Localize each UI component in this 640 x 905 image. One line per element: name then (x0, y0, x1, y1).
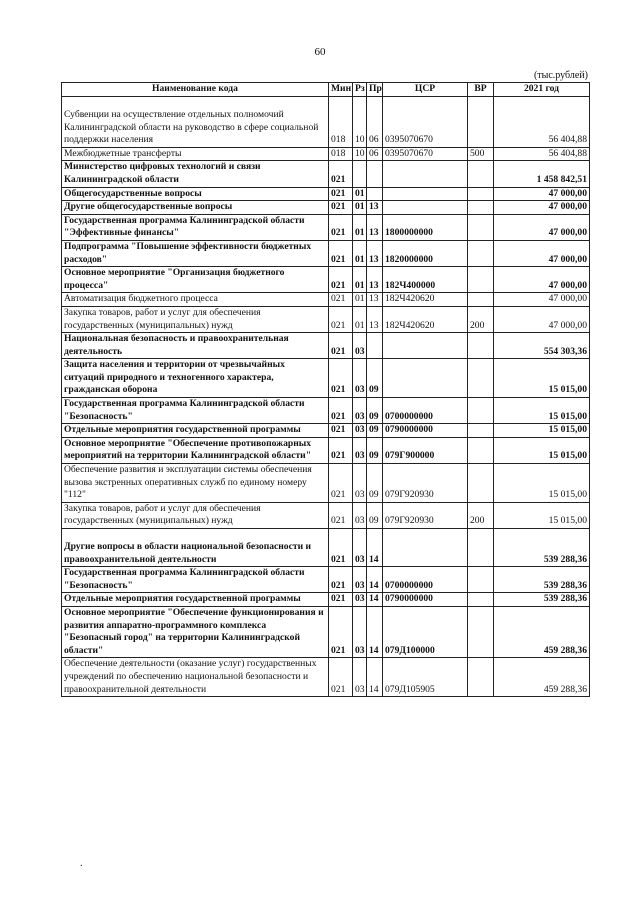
row-rz: 01 (353, 214, 367, 240)
row-pr: 14 (367, 529, 383, 567)
row-value: 15 015,00 (494, 464, 590, 503)
row-min: 021 (329, 464, 353, 503)
row-vr (468, 424, 494, 438)
row-pr: 14 (367, 606, 383, 657)
row-csr: 079Д105905 (383, 658, 468, 697)
row-pr: 13 (367, 306, 383, 332)
row-min: 018 (329, 97, 353, 148)
row-rz: 03 (353, 593, 367, 607)
row-name: Отдельные мероприятия государственной программы (62, 593, 329, 607)
row-csr (383, 333, 468, 359)
row-name: Национальная безопасность и правоохранительная деятельность (62, 333, 329, 359)
table-row (62, 267, 590, 293)
row-value: 56 404,88 (494, 97, 590, 148)
row-name: Государственная программа Калининградской области "Безопасность" (62, 398, 329, 424)
row-rz: 03 (353, 567, 367, 593)
table-row (62, 333, 590, 359)
table-row (62, 214, 590, 240)
row-csr (383, 359, 468, 398)
table-row (62, 187, 590, 201)
row-min: 021 (329, 359, 353, 398)
row-name: Основное мероприятие "Обеспечение противопожарных мероприятий на территории Калининградской области" (62, 437, 329, 463)
table-row (62, 424, 590, 438)
row-vr (468, 267, 494, 293)
row-name: Закупка товаров, работ и услуг для обеспечения государственных (муниципальных) нужд (62, 306, 329, 332)
row-csr: 079Г920930 (383, 502, 468, 528)
row-value: 15 015,00 (494, 502, 590, 528)
row-csr: 182Ч420620 (383, 293, 468, 307)
row-rz: 03 (353, 359, 367, 398)
row-name: Основное мероприятие "Организация бюджетного процесса" (62, 267, 329, 293)
table-row (62, 593, 590, 607)
row-name: Другие общегосударственные вопросы (62, 201, 329, 215)
row-csr (383, 529, 468, 567)
row-vr (468, 567, 494, 593)
row-vr: 500 (468, 147, 494, 161)
row-vr (468, 201, 494, 215)
row-vr: 200 (468, 306, 494, 332)
row-rz: 01 (353, 293, 367, 307)
row-value: 1 458 842,51 (494, 161, 590, 187)
row-value: 47 000,00 (494, 214, 590, 240)
row-name: Другие вопросы в области национальной безопасности и правоохранительной деятельности (62, 529, 329, 567)
header-vr: ВР (468, 83, 494, 97)
row-rz: 03 (353, 333, 367, 359)
row-rz: 03 (353, 658, 367, 697)
row-name: Автоматизация бюджетного процесса (62, 293, 329, 307)
row-vr (468, 437, 494, 463)
table-row (62, 161, 590, 187)
row-pr (367, 333, 383, 359)
row-value: 47 000,00 (494, 240, 590, 266)
row-pr: 14 (367, 567, 383, 593)
row-rz: 01 (353, 240, 367, 266)
table-row (62, 306, 590, 332)
row-vr (468, 240, 494, 266)
row-vr (468, 293, 494, 307)
budget-table (61, 82, 590, 697)
row-vr (468, 214, 494, 240)
row-csr (383, 201, 468, 215)
row-vr (468, 359, 494, 398)
row-csr: 0700000000 (383, 567, 468, 593)
row-min: 021 (329, 398, 353, 424)
row-rz: 03 (353, 464, 367, 503)
row-rz: 03 (353, 502, 367, 528)
row-csr: 079Д100000 (383, 606, 468, 657)
row-csr: 182Ч420620 (383, 306, 468, 332)
header-rz: Рз (353, 83, 367, 97)
row-name: Обеспечение развития и эксплуатации системы обеспечения вызова экстренных оперативных служб по единому номеру "112" (62, 464, 329, 503)
row-rz: 01 (353, 201, 367, 215)
row-pr: 09 (367, 502, 383, 528)
row-rz: 03 (353, 606, 367, 657)
row-csr: 0790000000 (383, 424, 468, 438)
row-min: 021 (329, 424, 353, 438)
row-name: Закупка товаров, работ и услуг для обеспечения государственных (муниципальных) нужд (62, 502, 329, 528)
row-min: 021 (329, 658, 353, 697)
row-vr (468, 97, 494, 148)
row-name: Основное мероприятие "Обеспечение функционирования и развития аппаратно-программного комплекса "Безопасный город" на территории Калининградской области" (62, 606, 329, 657)
row-min: 021 (329, 267, 353, 293)
row-vr (468, 464, 494, 503)
row-csr (383, 161, 468, 187)
header-pr: Пр (367, 83, 383, 97)
table-row (62, 97, 590, 148)
header-year: 2021 год (494, 83, 590, 97)
row-name: Государственная программа Калининградской области "Эффективные финансы" (62, 214, 329, 240)
table-row (62, 606, 590, 657)
row-csr: 079Г920930 (383, 464, 468, 503)
row-vr (468, 398, 494, 424)
page-mark: . (80, 858, 83, 869)
row-pr: 09 (367, 437, 383, 463)
row-csr: 1800000000 (383, 214, 468, 240)
row-pr: 13 (367, 293, 383, 307)
row-value: 56 404,88 (494, 147, 590, 161)
row-value: 15 015,00 (494, 424, 590, 438)
row-name: Защита населения и территории от чрезвычайных ситуаций природного и техногенного характера, гражданская оборона (62, 359, 329, 398)
header-csr: ЦСР (383, 83, 468, 97)
row-value: 47 000,00 (494, 187, 590, 201)
row-rz: 01 (353, 267, 367, 293)
row-min: 021 (329, 187, 353, 201)
row-csr (383, 187, 468, 201)
table-row (62, 240, 590, 266)
row-pr: 09 (367, 464, 383, 503)
row-name: Подпрограмма "Повышение эффективности бюджетных расходов" (62, 240, 329, 266)
row-vr (468, 529, 494, 567)
row-min: 018 (329, 147, 353, 161)
row-min: 021 (329, 593, 353, 607)
row-pr: 13 (367, 214, 383, 240)
row-value: 47 000,00 (494, 201, 590, 215)
row-value: 539 288,36 (494, 593, 590, 607)
row-rz (353, 161, 367, 187)
row-pr: 09 (367, 424, 383, 438)
row-csr: 182Ч400000 (383, 267, 468, 293)
row-rz: 03 (353, 529, 367, 567)
row-value: 539 288,36 (494, 529, 590, 567)
row-pr: 09 (367, 359, 383, 398)
row-pr: 13 (367, 267, 383, 293)
table-row (62, 464, 590, 503)
row-pr: 13 (367, 201, 383, 215)
table-row (62, 359, 590, 398)
row-value: 554 303,36 (494, 333, 590, 359)
row-pr: 13 (367, 240, 383, 266)
header-min: Мин (329, 83, 353, 97)
row-min: 021 (329, 529, 353, 567)
row-min: 021 (329, 567, 353, 593)
row-value: 459 288,36 (494, 606, 590, 657)
row-csr: 079Г900000 (383, 437, 468, 463)
row-rz: 10 (353, 147, 367, 161)
row-rz: 10 (353, 97, 367, 148)
row-rz: 01 (353, 187, 367, 201)
row-rz: 03 (353, 398, 367, 424)
row-pr (367, 161, 383, 187)
row-csr: 0700000000 (383, 398, 468, 424)
row-name: Министерство цифровых технологий и связи Калининградской области (62, 161, 329, 187)
row-csr: 0790000000 (383, 593, 468, 607)
table-row (62, 502, 590, 528)
row-name: Субвенции на осуществление отдельных полномочий Калининградской области на руководство в сфере социальной поддержки населения (62, 97, 329, 148)
row-pr (367, 187, 383, 201)
row-value: 47 000,00 (494, 306, 590, 332)
table-row (62, 567, 590, 593)
row-name: Общегосударственные вопросы (62, 187, 329, 201)
row-min: 021 (329, 437, 353, 463)
row-csr: 1820000000 (383, 240, 468, 266)
table-row (62, 529, 590, 567)
row-min: 021 (329, 214, 353, 240)
row-min: 021 (329, 293, 353, 307)
row-min: 021 (329, 502, 353, 528)
row-pr: 06 (367, 147, 383, 161)
table-row (62, 147, 590, 161)
table-row (62, 658, 590, 697)
page-number: 60 (314, 46, 326, 58)
row-vr (468, 606, 494, 657)
row-vr (468, 333, 494, 359)
row-pr: 06 (367, 97, 383, 148)
row-name: Государственная программа Калининградской области "Безопасность" (62, 567, 329, 593)
table-row (62, 398, 590, 424)
row-csr: 0395070670 (383, 147, 468, 161)
row-value: 15 015,00 (494, 359, 590, 398)
units-label: (тыс.рублей) (533, 70, 588, 81)
row-rz: 01 (353, 306, 367, 332)
row-vr (468, 658, 494, 697)
row-csr: 0395070670 (383, 97, 468, 148)
row-value: 539 288,36 (494, 567, 590, 593)
table-row (62, 437, 590, 463)
table-row (62, 201, 590, 215)
row-name: Отдельные мероприятия государственной программы (62, 424, 329, 438)
row-name: Обеспечение деятельности (оказание услуг) государственных учреждений по обеспечению национальной безопасности и правоохранительной деятельности (62, 658, 329, 697)
row-min: 021 (329, 306, 353, 332)
row-rz: 03 (353, 437, 367, 463)
row-pr: 14 (367, 593, 383, 607)
row-value: 459 288,36 (494, 658, 590, 697)
table-row (62, 293, 590, 307)
table-header-row (62, 83, 590, 97)
row-vr (468, 593, 494, 607)
row-min: 021 (329, 333, 353, 359)
row-value: 15 015,00 (494, 437, 590, 463)
row-min: 021 (329, 201, 353, 215)
row-min: 021 (329, 161, 353, 187)
header-name: Наименование кода (62, 83, 329, 97)
row-pr: 09 (367, 398, 383, 424)
row-vr (468, 161, 494, 187)
row-rz: 03 (353, 424, 367, 438)
row-pr: 14 (367, 658, 383, 697)
row-vr (468, 187, 494, 201)
row-min: 021 (329, 606, 353, 657)
row-value: 47 000,00 (494, 267, 590, 293)
row-min: 021 (329, 240, 353, 266)
row-value: 47 000,00 (494, 293, 590, 307)
row-vr: 200 (468, 502, 494, 528)
row-value: 15 015,00 (494, 398, 590, 424)
row-name: Межбюджетные трансферты (62, 147, 329, 161)
